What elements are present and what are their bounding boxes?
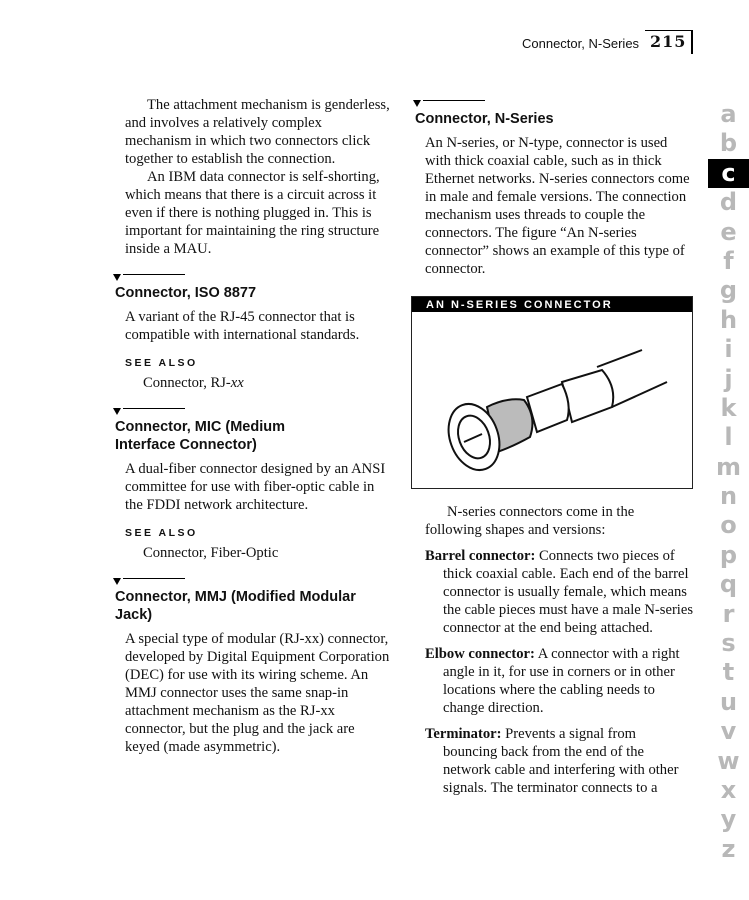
thumb-tab-g[interactable]: g [719, 276, 738, 305]
term: Terminator: [425, 726, 502, 742]
thumb-tab-l[interactable]: l [724, 423, 733, 452]
term: Barrel connector: [425, 548, 536, 564]
see-also-italic: xx [230, 375, 244, 391]
entry-marker [113, 576, 392, 586]
thumb-tab-i[interactable]: i [724, 335, 733, 364]
paragraph: An IBM data connector is self-shorting, which means that there is a circuit across it even if there is nothing plugged in. This is important for maintaining the ring structure inside a MAU. [125, 169, 380, 257]
thumb-tab-f[interactable]: f [723, 246, 734, 275]
thumb-tab-p[interactable]: p [719, 540, 738, 569]
thumb-tab-r[interactable]: r [722, 599, 735, 628]
see-also-text: Connector, RJ- [143, 375, 231, 391]
entry-title: Connector, MMJ (Modified Modular Jack) [115, 589, 356, 623]
entry-body: A dual-fiber connector designed by an ANSI committee for use with fiber-optic cable in the FDDI network architecture. [125, 461, 386, 513]
entry-marker [113, 272, 392, 282]
see-also-link[interactable]: Connector, Fiber-Optic [143, 545, 279, 561]
page-number: 215 [650, 32, 687, 51]
thumb-tab-e[interactable]: e [720, 217, 737, 246]
n-series-connector-illustration [412, 312, 691, 487]
entry-body: An N-series, or N-type, connector is used with thick coaxial cable, such as in thick Ethernet networks. N-series connectors come in male and female versions. The connection mechanism uses threads to couple the connectors. The figure “An N-series connector” shows an example of this type of connector. [425, 135, 690, 277]
thumb-tab-a[interactable]: a [720, 100, 737, 128]
thumb-tab-j[interactable]: j [724, 364, 733, 393]
thumb-index [708, 100, 749, 864]
entry-title: Connector, N-Series [415, 111, 554, 127]
list-item [425, 547, 693, 637]
thumb-tab-z[interactable]: z [721, 834, 736, 863]
paragraph: The attachment mechanism is genderless, and involves a relatively complex mechanism in which two connectors click together to establish the connection. [125, 97, 390, 167]
definition: Prevents a signal from bouncing back from the end of the network cable and interfering with other signals. The terminator connects to a [443, 726, 679, 796]
thumb-tab-k[interactable]: k [720, 393, 737, 422]
thumb-tab-u[interactable]: u [719, 687, 738, 716]
thumb-tab-d[interactable]: d [719, 188, 738, 217]
thumb-tab-t[interactable]: t [722, 658, 735, 687]
thumb-tab-c[interactable]: c [708, 159, 749, 188]
thumb-tab-y[interactable]: y [720, 805, 737, 834]
thumb-tab-n[interactable]: n [719, 482, 738, 511]
thumb-tab-b[interactable]: b [719, 129, 738, 158]
thumb-tab-m[interactable]: m [715, 452, 741, 481]
right-column [415, 98, 694, 797]
entry-body: A variant of the RJ-45 connector that is compatible with international standards. [125, 309, 360, 343]
entry-mmj [115, 576, 392, 756]
definition: Connects two pieces of thick coaxial cable. Each end of the barrel connector is usually female, which means the cable pieces must have a male N-series connector at the end being attached. [443, 548, 694, 636]
thumb-tab-h[interactable]: h [719, 305, 738, 334]
see-also-label: SEE ALSO [125, 527, 198, 539]
figure-title: AN N-SERIES CONNECTOR [412, 297, 692, 312]
list-item [425, 645, 693, 717]
entry-iso-8877 [115, 272, 392, 392]
see-also-label: SEE ALSO [125, 357, 198, 369]
left-column [115, 96, 392, 756]
thumb-tab-x[interactable]: x [720, 775, 737, 804]
figure [411, 296, 693, 489]
entry-body: A special type of modular (RJ-xx) connector, developed by Digital Equipment Corporation (DEC) for use with its wiring scheme. An MMJ connector uses the same snap-in attachment mechanism as the RJ-xx connector, but the plug and the jack are keyed (made asymmetric). [125, 631, 390, 755]
list-item [425, 725, 693, 797]
thumb-tab-v[interactable]: v [720, 717, 737, 746]
definition: A connector with a right angle in it, for use in corners or in other locations where the cabling needs to change direction. [443, 646, 680, 716]
entry-marker [413, 98, 693, 108]
entry-mic [115, 406, 392, 562]
thumb-tab-w[interactable]: w [717, 746, 740, 775]
thumb-tab-q[interactable]: q [719, 570, 738, 599]
paragraph: N-series connectors come in the following shapes and versions: [425, 504, 635, 538]
entry-title: Connector, MIC (Medium Interface Connector) [115, 419, 285, 453]
running-title: Connector, N-Series [522, 36, 640, 51]
entry-marker [113, 406, 392, 416]
term: Elbow connector: [425, 646, 535, 662]
entry-title: Connector, ISO 8877 [115, 285, 257, 301]
thumb-tab-s[interactable]: s [721, 629, 736, 658]
see-also-link[interactable] [125, 374, 392, 392]
thumb-tab-o[interactable]: o [720, 511, 737, 540]
